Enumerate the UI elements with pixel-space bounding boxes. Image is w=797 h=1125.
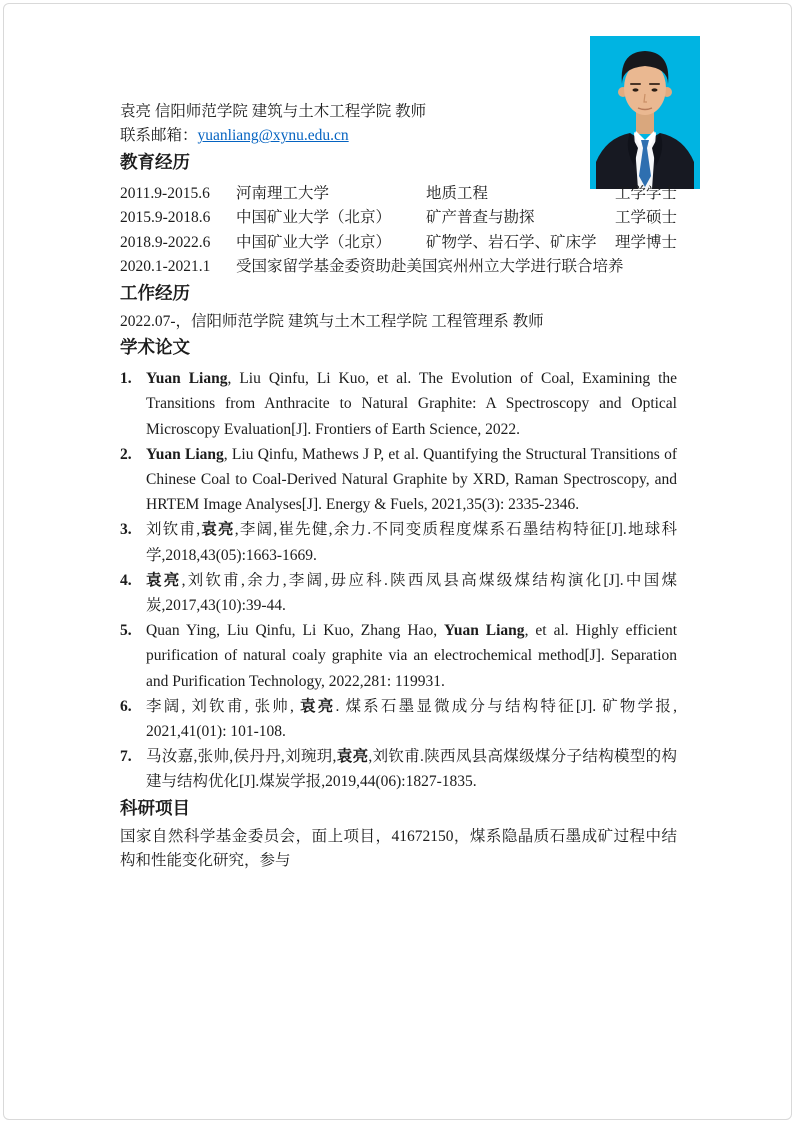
paper-number: 2. bbox=[120, 445, 132, 463]
project-entry: 国家自然科学基金委员会，面上项目，41672150，煤系隐晶质石墨成矿过程中结构和性能变化研究，参与 bbox=[120, 827, 677, 870]
email-label: 联系邮箱： bbox=[120, 127, 198, 145]
paper-number: 1. bbox=[120, 370, 132, 388]
paper-item bbox=[120, 442, 677, 518]
section-heading-projects: 科研项目 bbox=[120, 797, 190, 818]
paper-author-highlight: 袁亮 bbox=[300, 697, 336, 715]
education-table bbox=[120, 182, 677, 280]
paper-text: 马汝嘉,张帅,侯丹丹,刘琬玥, bbox=[146, 748, 337, 766]
paper-text: 刘钦甫, bbox=[146, 521, 201, 539]
education-degree: 工学硕士 bbox=[614, 209, 677, 227]
work-entry: 2022.07-，信阳师范学院 建筑与土木工程学院 工程管理系 教师 bbox=[120, 312, 544, 330]
contact-line bbox=[120, 124, 677, 148]
paper-item bbox=[120, 694, 677, 744]
education-school: 中国矿业大学（北京） bbox=[236, 209, 392, 227]
paper-item bbox=[120, 618, 677, 694]
education-major: 矿物学、岩石学、矿床学 bbox=[426, 233, 597, 251]
paper-author-highlight: 袁亮 bbox=[146, 571, 182, 589]
education-description: 受国家留学基金委资助赴美国宾州州立大学进行联合培养 bbox=[236, 258, 624, 276]
paper-number: 6. bbox=[120, 697, 132, 715]
paper-text: , Liu Qinfu, Li Kuo, et al. The Evolution of Coal, Examining the Transitions from Anthracite to Natural Graphite: A Spectroscopy and Optical Microscopy Evaluation[J]. Frontiers of Earth Science, 2022. bbox=[146, 370, 678, 438]
paper-text: ,刘钦甫.陕西凤县高煤级煤分子结构模型的构建与结构优化[J].煤炭学报,2019,44(06):1827-1835. bbox=[146, 748, 677, 791]
paper-text: ,李阔,崔先健,余力.不同变质程度煤系石墨结构特征[J].地球科学,2018,43(05):1663-1669. bbox=[146, 521, 677, 564]
education-major: 矿产普查与勘探 bbox=[426, 209, 535, 227]
section-heading-education: 教育经历 bbox=[120, 151, 190, 172]
education-period: 2011.9-2015.6 bbox=[120, 184, 210, 202]
resume-page bbox=[3, 3, 792, 1120]
education-period: 2020.1-2021.1 bbox=[120, 258, 211, 276]
section-heading-papers: 学术论文 bbox=[120, 337, 190, 358]
paper-text: Quan Ying, Liu Qinfu, Li Kuo, Zhang Hao, bbox=[146, 622, 445, 640]
person-title: 袁亮 信阳师范学院 建筑与土木工程学院 教师 bbox=[120, 103, 427, 120]
education-school: 河南理工大学 bbox=[236, 184, 330, 202]
paper-number: 7. bbox=[120, 748, 132, 766]
paper-author-highlight: 袁亮 bbox=[200, 521, 235, 539]
paper-text: . 煤系石墨显微成分与结构特征[J]. 矿物学报, 2021,41(01): 101-108. bbox=[146, 697, 677, 741]
paper-item bbox=[120, 366, 677, 442]
email-link[interactable]: yuanliang@xynu.edu.cn bbox=[197, 127, 349, 145]
paper-number: 5. bbox=[120, 622, 132, 640]
papers-list bbox=[120, 366, 677, 794]
education-school: 中国矿业大学（北京） bbox=[236, 233, 392, 251]
education-degree: 理学博士 bbox=[614, 233, 677, 251]
paper-text: , et al. Highly efficient purification of natural coaly graphite via an electrochemical method[J]. Separation and Purification Technology, 2022,281: 119931. bbox=[146, 622, 678, 690]
paper-text: ,刘钦甫,余力,李阔,毋应科.陕西凤县高煤级煤结构演化[J].中国煤炭,2017,43(10):39-44. bbox=[146, 571, 677, 615]
paper-text: 李阔, 刘钦甫, 张帅, bbox=[146, 697, 301, 715]
education-major: 地质工程 bbox=[426, 184, 489, 202]
paper-item bbox=[120, 517, 677, 567]
education-period: 2018.9-2022.6 bbox=[120, 233, 211, 251]
paper-author-highlight: Yuan Liang bbox=[444, 622, 525, 640]
paper-author-highlight: Yuan Liang bbox=[146, 445, 224, 463]
section-heading-work: 工作经历 bbox=[120, 282, 190, 303]
paper-author-highlight: Yuan Liang bbox=[146, 370, 228, 388]
paper-number: 4. bbox=[120, 571, 132, 589]
paper-number: 3. bbox=[120, 521, 132, 539]
paper-item bbox=[120, 744, 677, 794]
education-period: 2015.9-2018.6 bbox=[120, 209, 211, 227]
resume-content bbox=[120, 100, 677, 873]
paper-author-highlight: 袁亮 bbox=[336, 748, 369, 766]
education-degree: 工学学士 bbox=[614, 184, 677, 202]
paper-item bbox=[120, 568, 677, 618]
paper-text: , Liu Qinfu, Mathews J P, et al. Quantifying the Structural Transitions of Chinese Coal to Coal-Derived Natural Graphite by XRD, Raman Spectroscopy, and HRTEM Image Analyses[J]. Energy & Fuels, 2021,35(3): 2335-2346. bbox=[146, 445, 678, 514]
